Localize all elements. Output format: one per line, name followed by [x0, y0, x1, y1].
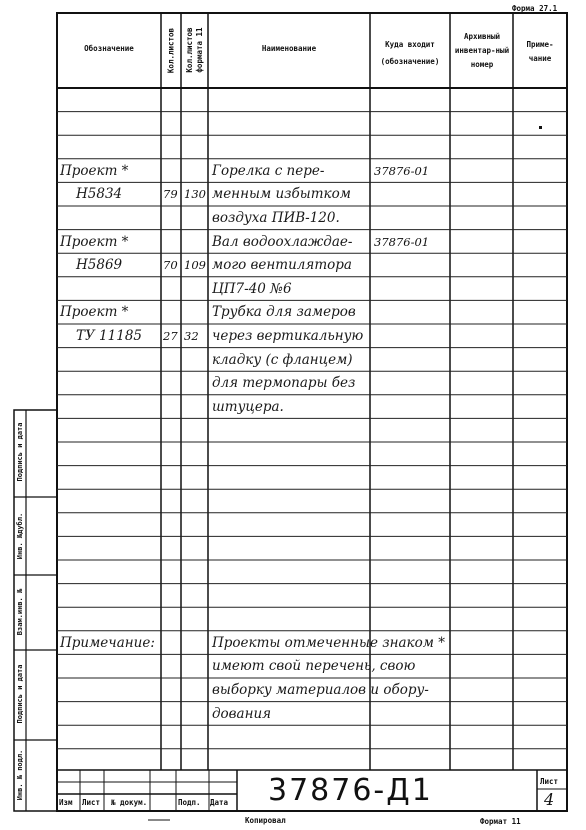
name-cell: мого вентилятора [212, 257, 352, 274]
document-code: 37876-Д1 [268, 773, 433, 808]
table-row [0, 138, 586, 162]
table-row [0, 539, 586, 563]
table-row [0, 705, 586, 729]
col-format-header [181, 13, 208, 88]
name-cell: дования [212, 705, 272, 722]
table-row [0, 681, 586, 705]
name-cell: для термопары без [212, 375, 356, 392]
table-row [0, 516, 586, 540]
table-row [0, 185, 586, 209]
table-row [0, 209, 586, 233]
table-row [0, 162, 586, 186]
name-cell: Проекты отмеченные знаком * [212, 634, 445, 651]
col-format-label: Кол.листов формата 11 [185, 27, 204, 73]
name-cell: ЦП7-40 №6 [212, 280, 292, 297]
col-name-header: Наименование [261, 44, 317, 53]
table-row [0, 280, 586, 304]
title-podp: Подп. [178, 798, 201, 807]
name-cell: Горелка с пере- [212, 162, 325, 179]
table-row [0, 563, 586, 587]
name-cell: выборку материалов и обору- [212, 682, 429, 698]
footer-format: Формат 11 [480, 817, 521, 826]
side-label-sign-date-bottom: Подпись и дата [16, 664, 24, 724]
table-row [0, 634, 586, 658]
form-label: Форма 27.1 [512, 4, 558, 13]
name-cell: Трубка для замеров [212, 304, 356, 321]
footer-copied: Копировал [245, 816, 286, 825]
table-row [0, 115, 586, 139]
format-cell: 130 [184, 187, 206, 202]
table-row [0, 657, 586, 681]
table-row [0, 233, 586, 257]
name-cell: Вал водоохлаждае- [212, 233, 353, 250]
col-designation-header: Обозначение [84, 44, 134, 53]
where-used-cell: 37876-01 [374, 163, 430, 178]
table-row [0, 256, 586, 280]
table-row [0, 492, 586, 516]
col-archive-header: Архивный инвентар-ный номер [454, 32, 510, 69]
sheets-cell: 27 [163, 329, 178, 343]
table-row [0, 469, 586, 493]
sheets-cell: 70 [163, 258, 178, 273]
designation-cell: Проект * [60, 162, 129, 179]
table-row [0, 91, 586, 115]
sheet-number: 4 [544, 790, 555, 809]
designation-cell: ТУ 11185 [76, 328, 142, 344]
name-cell: имеют свой перечень, свою [212, 658, 416, 675]
col-where-header: Куда входит (обозначение) [380, 40, 440, 66]
designation-cell: Примечание: [60, 634, 155, 651]
sheet-label: Лист [540, 777, 559, 786]
col-sheets-label: Кол.листов [166, 27, 176, 74]
designation-cell: Н5869 [76, 257, 123, 274]
table-row [0, 374, 586, 398]
col-sheets-header [161, 13, 181, 88]
table-row [0, 610, 586, 634]
title-list: Лист [82, 798, 101, 807]
table-row [0, 728, 586, 752]
side-label-inv-dubl: Инв. №дубл. [16, 512, 24, 560]
side-label-sign-date-top: Подпись и дата [16, 422, 24, 482]
name-cell: через вертикальную [212, 328, 364, 344]
title-izm: Изм [59, 798, 73, 807]
table-row [0, 327, 586, 351]
designation-cell: Проект * [60, 304, 129, 321]
title-date: Дата [210, 798, 229, 807]
designation-cell: Проект * [60, 233, 129, 250]
name-cell: воздуха ПИВ-120. [212, 210, 340, 226]
table-row [0, 303, 586, 327]
name-cell: менным избытком [212, 186, 351, 203]
table-row [0, 398, 586, 422]
sheets-cell: 79 [163, 187, 178, 202]
table-row [0, 421, 586, 445]
where-used-cell: 37876-01 [374, 234, 430, 249]
col-note-header: Приме-чание [526, 40, 554, 63]
designation-cell: Н5834 [76, 186, 123, 203]
table-row [0, 587, 586, 611]
table-row [0, 752, 586, 776]
table-row [0, 351, 586, 375]
format-cell: 32 [184, 329, 199, 343]
side-label-vzam-inv: Взам.инв. № [16, 588, 24, 636]
title-doc-no: № докум. [111, 798, 148, 807]
table-row [0, 445, 586, 469]
name-cell: кладку (с фланцем) [212, 351, 353, 368]
name-cell: штуцера. [212, 398, 284, 415]
side-label-inv-podl: Инв. № подл. [16, 749, 24, 801]
format-cell: 109 [184, 258, 206, 273]
